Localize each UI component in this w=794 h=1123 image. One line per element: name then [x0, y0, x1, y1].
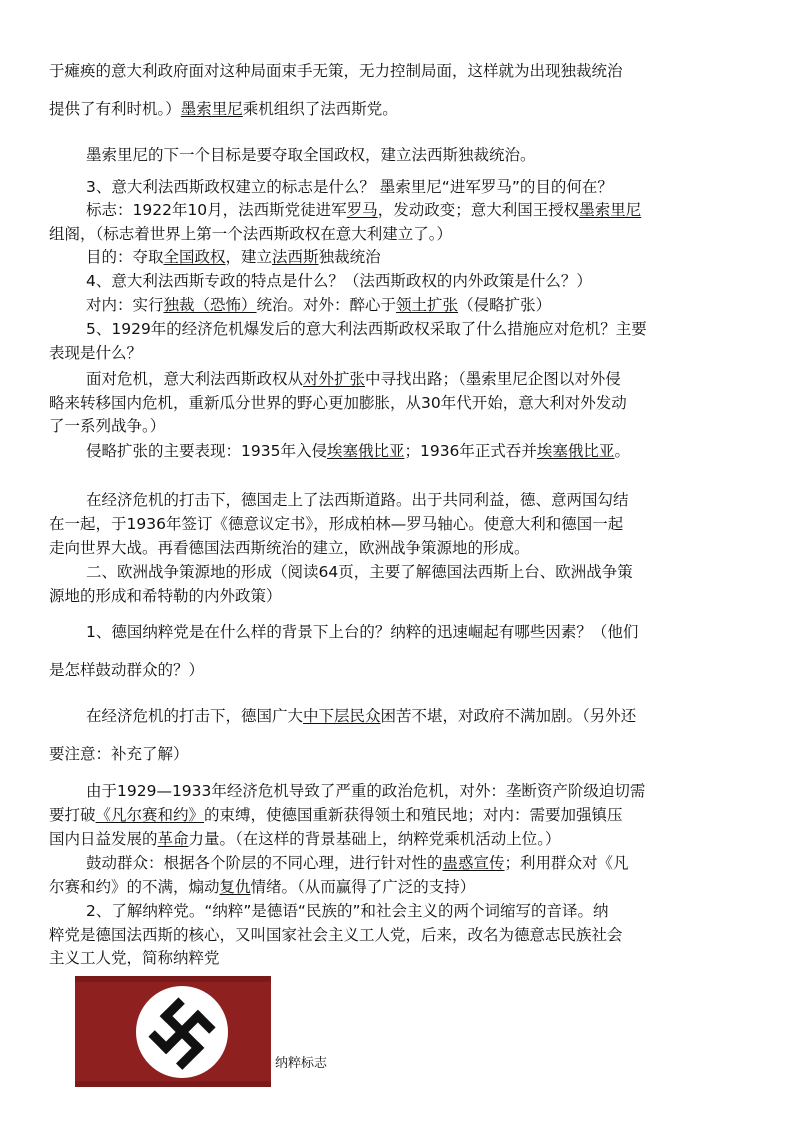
paragraph-line: 主义工人党，简称纳粹党: [49, 949, 220, 967]
paragraph-line: 在一起，于1936年签订《德意议定书》，形成柏林—罗马轴心。使意大利和德国一起: [49, 515, 624, 533]
question-heading: 3、意大利法西斯政权建立的标志是什么？ 墨索里尼“进军罗马”的目的何在？: [86, 178, 613, 196]
paragraph-line: 标志：1922年10月，法西斯党徒进军罗马，发动政变；意大利国王授权墨索里尼: [86, 201, 642, 219]
armband-symbol-icon: [75, 976, 271, 1087]
paragraph-line: 是怎样鼓动群众的？）: [49, 661, 205, 679]
question-heading: 1、德国纳粹党是在什么样的背景下上台的？纳粹的迅速崛起有哪些因素？（他们: [86, 623, 639, 641]
paragraph-line: 由于1929—1933年经济危机导致了严重的政治危机，对外：垄断资产阶级迫切需: [86, 782, 646, 800]
paragraph-line: 目的：夺取全国政权，建立法西斯独裁统治: [86, 248, 381, 266]
paragraph-line: 走向世界大战。再看德国法西斯统治的建立，欧洲战争策源地的形成。: [49, 539, 530, 557]
paragraph-line: 鼓动群众：根据各个阶层的不同心理，进行针对性的蛊惑宣传；利用群众对《凡: [86, 854, 629, 872]
paragraph-line: 源地的形成和希特勒的内外政策）: [49, 587, 282, 605]
paragraph-line: 在经济危机的打击下，德国广大中下层民众困苦不堪，对政府不满加剧。（另外还: [86, 707, 637, 725]
paragraph-line: 粹党是德国法西斯的核心，又叫国家社会主义工人党，后来，改名为德意志民族社会: [49, 926, 623, 944]
paragraph-line: 提供了有利时机。）墨索里尼乘机组织了法西斯党。: [49, 100, 398, 118]
paragraph-line: 在经济危机的打击下，德国走上了法西斯道路。出于共同利益，德、意两国勾结: [86, 491, 629, 509]
paragraph-line: 要打破《凡尔赛和约》的束缚，使德国重新获得领土和殖民地；对内：需要加强镇压: [49, 806, 623, 824]
nazi-armband-image: [75, 976, 271, 1087]
paragraph-line: 于瘫痪的意大利政府面对这种局面束手无策，无力控制局面，这样就为出现独裁统治: [49, 62, 623, 80]
paragraph-line: 面对危机，意大利法西斯政权从对外扩张中寻找出路；（墨索里尼企图以对外侵: [86, 370, 621, 388]
paragraph-line: 国内日益发展的革命力量。（在这样的背景基础上，纳粹党乘机活动上位。）: [49, 830, 561, 848]
paragraph-line: 了一系列战争。）: [49, 417, 166, 435]
paragraph-line: 表现是什么？: [49, 344, 143, 362]
paragraph-line: 组阁，（标志着世界上第一个法西斯政权在意大利建立了。）: [49, 225, 453, 243]
paragraph-line: 对内：实行独裁（恐怖）统治。对外：醉心于领土扩张（侵略扩张）: [86, 296, 552, 314]
paragraph-line: 尔赛和约》的不满，煽动复仇情绪。（从而赢得了广泛的支持）: [49, 878, 476, 896]
paragraph-line: 侵略扩张的主要表现：1935年入侵埃塞俄比亚；1936年正式吞并埃塞俄比亚。: [86, 442, 630, 460]
question-heading: 5、1929年的经济危机爆发后的意大利法西斯政权采取了什么措施应对危机？主要: [86, 320, 647, 338]
question-heading: 4、意大利法西斯专政的特点是什么？（法西斯政权的内外政策是什么？）: [86, 272, 592, 290]
image-caption: 纳粹标志: [275, 1056, 328, 1071]
paragraph-line: 墨索里尼的下一个目标是要夺取全国政权，建立法西斯独裁统治。: [86, 146, 536, 164]
paragraph-line: 略来转移国内危机，重新瓜分世界的野心更加膨胀，从30年代开始，意大利对外发动: [49, 394, 627, 412]
paragraph-line: 要注意：补充了解）: [49, 745, 189, 763]
section-heading: 二、欧洲战争策源地的形成（阅读64页，主要了解德国法西斯上台、欧洲战争策: [86, 563, 633, 581]
paragraph-line: 2、了解纳粹党。“纳粹”是德语“民族的”和社会主义的两个词缩写的音译。纳: [86, 902, 609, 920]
